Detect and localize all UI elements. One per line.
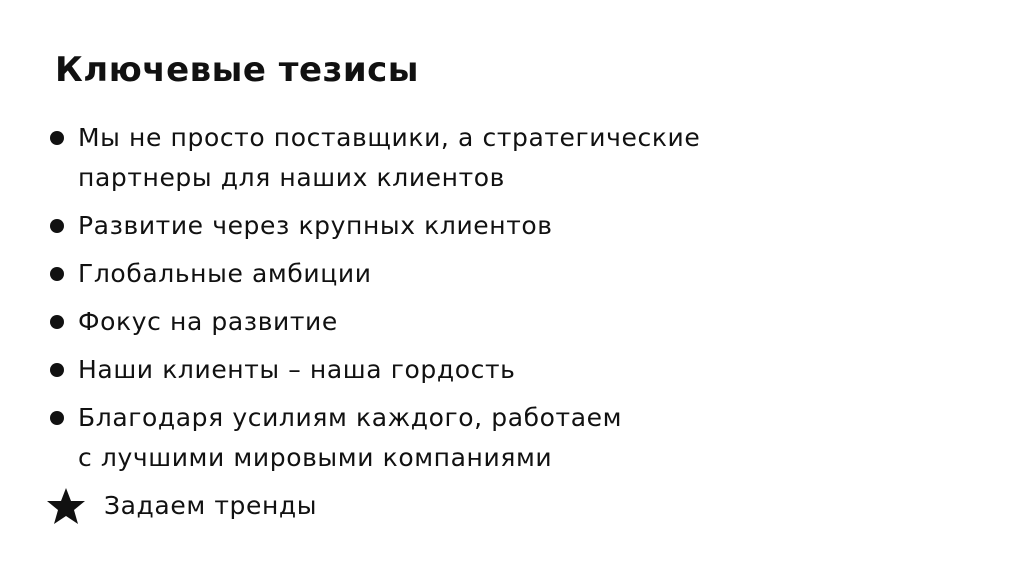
list-item-text-continued: партнеры для наших клиентов [78,163,506,192]
slide-title: Ключевые тезисы [55,50,420,90]
list-item [48,118,948,198]
list-item-text: Глобальные амбиции [78,259,372,288]
bullet-dot-icon [50,315,64,329]
bullet-dot-icon [50,267,64,281]
bullet-dot-icon [50,411,64,425]
list-item-text: Наши клиенты – наша гордость [78,355,516,384]
list-item [48,206,948,246]
bullet-dot-icon [50,219,64,233]
list-item-text: Мы не просто поставщики, а стратегические [78,123,701,152]
list-item [48,398,948,478]
list-item [48,254,948,294]
highlight-item [48,486,948,526]
bullet-dot-icon [50,363,64,377]
star-icon [46,486,86,526]
key-points-list [48,118,948,526]
list-item [48,302,948,342]
list-item-text: Благодаря усилиям каждого, работаем [78,403,623,432]
list-item-text: Развитие через крупных клиентов [78,211,553,240]
list-item-text: Фокус на развитие [78,307,338,336]
list-item-text-continued: с лучшими мировыми компаниями [78,443,553,472]
highlight-text: Задаем тренды [104,491,318,520]
list-item [48,350,948,390]
bullet-dot-icon [50,131,64,145]
